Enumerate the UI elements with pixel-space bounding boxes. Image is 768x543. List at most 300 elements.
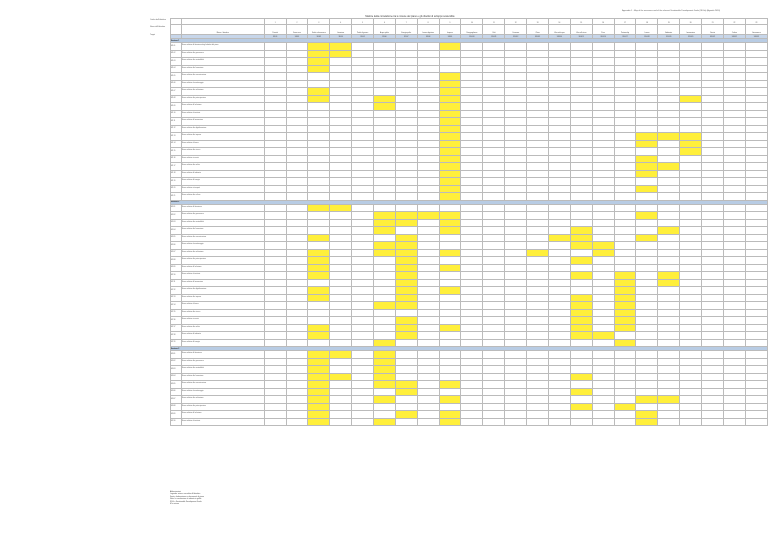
correlation-cell [352, 373, 374, 381]
correlation-cell [505, 324, 527, 332]
correlation-cell [439, 234, 461, 242]
correlation-cell [636, 73, 658, 81]
correlation-cell [439, 358, 461, 366]
correlation-cell [461, 170, 483, 178]
correlation-cell [724, 272, 746, 280]
correlation-cell [680, 302, 702, 310]
correlation-cell [330, 324, 352, 332]
correlation-cell [527, 279, 549, 287]
correlation-cell [483, 366, 505, 374]
correlation-cell [724, 317, 746, 325]
correlation-cell [724, 302, 746, 310]
correlation-cell [724, 58, 746, 66]
correlation-cell [614, 73, 636, 81]
correlation-cell [702, 381, 724, 389]
correlation-cell-marked [395, 234, 417, 242]
correlation-cell-marked [592, 249, 614, 257]
correlation-cell [680, 396, 702, 404]
correlation-cell-marked [439, 163, 461, 171]
correlation-cell [374, 257, 396, 265]
correlation-cell [352, 58, 374, 66]
correlation-cell [614, 396, 636, 404]
correlation-cell [702, 339, 724, 347]
correlation-cell [658, 358, 680, 366]
measure-description: Misura relativa alla sostenibilità [181, 366, 264, 374]
correlation-cell [374, 50, 396, 58]
column-code: SDG7 [395, 35, 417, 39]
table-row [171, 204, 768, 212]
correlation-cell [592, 103, 614, 111]
correlation-cell [570, 43, 592, 51]
correlation-cell [570, 73, 592, 81]
correlation-cell [527, 65, 549, 73]
correlation-cell [658, 324, 680, 332]
correlation-cell [308, 140, 330, 148]
correlation-cell [505, 185, 527, 193]
correlation-cell [483, 65, 505, 73]
correlation-cell [330, 95, 352, 103]
measure-code: M2.11 [171, 279, 182, 287]
correlation-cell [592, 351, 614, 359]
correlation-cell [592, 212, 614, 220]
correlation-cell [527, 155, 549, 163]
correlation-cell [548, 411, 570, 419]
correlation-cell [417, 287, 439, 295]
correlation-cell [592, 170, 614, 178]
correlation-cell [505, 294, 527, 302]
correlation-cell [461, 133, 483, 141]
correlation-cell [461, 58, 483, 66]
correlation-cell [570, 185, 592, 193]
correlation-cell [439, 309, 461, 317]
correlation-cell [570, 125, 592, 133]
correlation-cell [264, 118, 286, 126]
correlation-cell [548, 358, 570, 366]
table-row [171, 227, 768, 235]
measure-description: Misura relativa ai trasporti [181, 185, 264, 193]
correlation-cell [483, 339, 505, 347]
correlation-cell [527, 287, 549, 295]
correlation-cell [614, 103, 636, 111]
correlation-cell [352, 332, 374, 340]
correlation-cell-marked [395, 212, 417, 220]
correlation-cell [592, 358, 614, 366]
correlation-cell [417, 279, 439, 287]
table-row [171, 212, 768, 220]
correlation-cell-marked [395, 257, 417, 265]
correlation-cell [702, 287, 724, 295]
column-number: 14 [548, 19, 570, 25]
correlation-cell [548, 227, 570, 235]
correlation-cell [570, 148, 592, 156]
correlation-cell [570, 133, 592, 141]
correlation-cell [592, 65, 614, 73]
correlation-cell [724, 309, 746, 317]
correlation-cell [570, 219, 592, 227]
correlation-cell [417, 133, 439, 141]
column-number: 10 [461, 19, 483, 25]
correlation-cell-marked [439, 219, 461, 227]
correlation-cell [483, 110, 505, 118]
measure-code: M3.10 [171, 418, 182, 426]
correlation-cell [264, 279, 286, 287]
correlation-cell [286, 163, 308, 171]
correlation-cell [461, 103, 483, 111]
correlation-cell [264, 110, 286, 118]
correlation-cell [330, 65, 352, 73]
column-name: Città [483, 25, 505, 35]
correlation-cell [264, 302, 286, 310]
correlation-cell [483, 272, 505, 280]
correlation-cell [724, 140, 746, 148]
correlation-cell [264, 287, 286, 295]
correlation-cell [505, 317, 527, 325]
correlation-cell [745, 65, 767, 73]
correlation-cell-marked [614, 403, 636, 411]
correlation-cell [395, 418, 417, 426]
correlation-cell [461, 309, 483, 317]
correlation-cell [724, 257, 746, 265]
correlation-cell [702, 227, 724, 235]
correlation-cell [702, 294, 724, 302]
correlation-cell [374, 332, 396, 340]
correlation-cell-marked [439, 43, 461, 51]
correlation-cell [527, 332, 549, 340]
correlation-cell [614, 95, 636, 103]
correlation-cell [592, 257, 614, 265]
correlation-cell [417, 103, 439, 111]
correlation-cell [680, 65, 702, 73]
correlation-cell [286, 73, 308, 81]
correlation-cell [461, 294, 483, 302]
table-row [171, 317, 768, 325]
correlation-cell [461, 118, 483, 126]
correlation-cell [548, 140, 570, 148]
correlation-cell [702, 163, 724, 171]
correlation-cell [702, 170, 724, 178]
correlation-cell [461, 302, 483, 310]
correlation-cell [658, 257, 680, 265]
correlation-cell [264, 366, 286, 374]
correlation-cell [527, 80, 549, 88]
correlation-cell [658, 110, 680, 118]
correlation-cell [461, 332, 483, 340]
column-name: Innovazione [680, 25, 702, 35]
correlation-cell [461, 43, 483, 51]
correlation-cell [461, 65, 483, 73]
correlation-cell [352, 50, 374, 58]
correlation-cell-marked [439, 227, 461, 235]
measure-description: Misura relativa alla formazione [181, 65, 264, 73]
correlation-cell [592, 403, 614, 411]
correlation-cell [505, 58, 527, 66]
correlation-cell [286, 381, 308, 389]
correlation-cell [483, 381, 505, 389]
correlation-cell-marked [308, 366, 330, 374]
correlation-cell [570, 204, 592, 212]
correlation-cell [724, 264, 746, 272]
correlation-cell [352, 403, 374, 411]
correlation-cell [702, 411, 724, 419]
goals-row-label: Codice dell'obiettivo [150, 19, 166, 21]
footnote-line: SDG = Sustainable Development Goals [170, 500, 202, 503]
correlation-cell [636, 193, 658, 201]
measure-description: Misura relativa alla partecipazione [181, 95, 264, 103]
measure-code: M1.19 [171, 178, 182, 186]
column-code: SDG11 [483, 35, 505, 39]
column-name: Povertà [264, 25, 286, 35]
measure-code: M2.05 [171, 234, 182, 242]
correlation-cell [636, 302, 658, 310]
measure-description: Misura relativa all'inclusione [181, 411, 264, 419]
correlation-cell [439, 257, 461, 265]
correlation-cell [548, 170, 570, 178]
correlation-cell [724, 65, 746, 73]
correlation-cell-marked [439, 212, 461, 220]
correlation-cell [636, 103, 658, 111]
correlation-cell [548, 366, 570, 374]
correlation-cell [330, 309, 352, 317]
measure-code: M1.08 [171, 95, 182, 103]
correlation-cell-marked [395, 249, 417, 257]
correlation-cell-marked [570, 388, 592, 396]
measure-description: Misura relativa alla sostenibilità [181, 58, 264, 66]
correlation-cell [745, 381, 767, 389]
correlation-cell [395, 227, 417, 235]
correlation-cell [745, 43, 767, 51]
measure-code: M1.18 [171, 170, 182, 178]
correlation-cell [527, 351, 549, 359]
correlation-cell [527, 257, 549, 265]
table-row [171, 264, 768, 272]
correlation-cell-marked [308, 50, 330, 58]
correlation-cell [505, 418, 527, 426]
correlation-cell [374, 411, 396, 419]
correlation-cell [461, 234, 483, 242]
correlation-cell [439, 272, 461, 280]
correlation-cell [286, 302, 308, 310]
column-code: SDG15 [570, 35, 592, 39]
correlation-cell [658, 411, 680, 419]
correlation-cell [702, 351, 724, 359]
correlation-cell [680, 373, 702, 381]
correlation-cell [330, 287, 352, 295]
correlation-cell [330, 411, 352, 419]
correlation-cell [264, 396, 286, 404]
correlation-cell [417, 294, 439, 302]
table-row [171, 163, 768, 171]
correlation-cell [461, 193, 483, 201]
correlation-cell [745, 309, 767, 317]
correlation-cell [614, 411, 636, 419]
correlation-cell [439, 366, 461, 374]
correlation-cell [461, 155, 483, 163]
correlation-cell-marked [308, 388, 330, 396]
correlation-cell [483, 155, 505, 163]
correlation-cell-marked [439, 125, 461, 133]
column-code: SDG9 [439, 35, 461, 39]
correlation-cell [614, 373, 636, 381]
measure-description: Misura relativa all'attuazione degli obiettivi del piano [181, 43, 264, 51]
correlation-cell [636, 366, 658, 374]
correlation-cell [745, 396, 767, 404]
correlation-cell [505, 351, 527, 359]
correlation-cell [527, 381, 549, 389]
correlation-cell [308, 110, 330, 118]
correlation-cell-marked [308, 257, 330, 265]
correlation-cell [592, 381, 614, 389]
measure-description: Misura relativa alla salute [181, 163, 264, 171]
correlation-cell-marked [636, 140, 658, 148]
correlation-cell [483, 118, 505, 126]
correlation-cell [702, 80, 724, 88]
correlation-cell [724, 178, 746, 186]
correlation-cell [636, 324, 658, 332]
measure-description: Misura relativa ai servizi [181, 155, 264, 163]
correlation-cell-marked [658, 279, 680, 287]
correlation-cell-marked [374, 219, 396, 227]
correlation-cell [724, 212, 746, 220]
correlation-cell [505, 279, 527, 287]
correlation-cell [636, 403, 658, 411]
correlation-cell [745, 366, 767, 374]
correlation-cell [417, 185, 439, 193]
correlation-cell [286, 178, 308, 186]
correlation-cell [264, 272, 286, 280]
correlation-cell [439, 242, 461, 250]
correlation-cell-marked [308, 249, 330, 257]
correlation-cell [680, 242, 702, 250]
measure-description: Misura relativa alla salute [181, 324, 264, 332]
measure-description: Misura relativa alla formazione [181, 373, 264, 381]
correlation-cell [505, 50, 527, 58]
correlation-cell [461, 163, 483, 171]
correlation-cell [505, 140, 527, 148]
correlation-cell [330, 396, 352, 404]
correlation-cell [702, 309, 724, 317]
correlation-cell-marked [570, 324, 592, 332]
correlation-cell [548, 65, 570, 73]
correlation-cell [527, 185, 549, 193]
correlation-cell [374, 170, 396, 178]
correlation-cell-marked [308, 264, 330, 272]
correlation-cell [286, 294, 308, 302]
correlation-cell [745, 358, 767, 366]
correlation-cell [505, 257, 527, 265]
correlation-cell [330, 125, 352, 133]
correlation-cell [658, 287, 680, 295]
correlation-cell [264, 373, 286, 381]
correlation-cell [548, 309, 570, 317]
correlation-cell [483, 287, 505, 295]
correlation-cell [702, 178, 724, 186]
correlation-cell [745, 242, 767, 250]
correlation-cell [570, 170, 592, 178]
correlation-cell [483, 396, 505, 404]
correlation-cell [374, 65, 396, 73]
correlation-cell [461, 212, 483, 220]
correlation-cell [352, 294, 374, 302]
correlation-cell [570, 279, 592, 287]
correlation-cell [702, 125, 724, 133]
correlation-cell-marked [330, 43, 352, 51]
correlation-cell [592, 279, 614, 287]
correlation-cell [636, 95, 658, 103]
table-row [171, 178, 768, 186]
column-name: Governance [745, 25, 767, 35]
correlation-cell [680, 193, 702, 201]
correlation-cell [330, 264, 352, 272]
correlation-cell [483, 403, 505, 411]
correlation-cell-marked [308, 351, 330, 359]
correlation-cell-marked [308, 58, 330, 66]
table-row [171, 358, 768, 366]
correlation-cell [636, 58, 658, 66]
correlation-cell [395, 396, 417, 404]
correlation-cell [352, 317, 374, 325]
correlation-cell [264, 249, 286, 257]
measure-code: M1.01 [171, 43, 182, 51]
correlation-cell [308, 118, 330, 126]
correlation-cell-marked [308, 43, 330, 51]
correlation-cell [308, 212, 330, 220]
correlation-cell [680, 80, 702, 88]
correlation-cell [702, 396, 724, 404]
correlation-cell [483, 73, 505, 81]
correlation-cell [680, 403, 702, 411]
correlation-cell [592, 411, 614, 419]
correlation-cell [614, 234, 636, 242]
correlation-cell [483, 103, 505, 111]
correlation-cell [548, 287, 570, 295]
correlation-cell [570, 118, 592, 126]
correlation-cell [374, 403, 396, 411]
correlation-cell [680, 88, 702, 96]
correlation-cell [680, 50, 702, 58]
measure-code: M3.05 [171, 381, 182, 389]
measure-code: M1.14 [171, 140, 182, 148]
correlation-cell [548, 185, 570, 193]
correlation-cell [505, 309, 527, 317]
correlation-cell [264, 332, 286, 340]
correlation-cell [439, 50, 461, 58]
correlation-cell [264, 227, 286, 235]
correlation-cell-marked [395, 264, 417, 272]
measure-description: Misura relativa alla comunicazione [181, 234, 264, 242]
table-row [171, 373, 768, 381]
correlation-cell-marked [439, 185, 461, 193]
correlation-cell-marked [374, 366, 396, 374]
correlation-cell [527, 58, 549, 66]
correlation-cell [724, 110, 746, 118]
correlation-cell [592, 58, 614, 66]
table-row [171, 95, 768, 103]
correlation-cell [614, 193, 636, 201]
measure-code: M2.08 [171, 257, 182, 265]
correlation-cell [680, 332, 702, 340]
correlation-cell [658, 140, 680, 148]
correlation-cell [439, 351, 461, 359]
correlation-cell-marked [439, 118, 461, 126]
correlation-cell [308, 133, 330, 141]
correlation-cell [330, 80, 352, 88]
table-row [171, 302, 768, 310]
correlation-cell [548, 50, 570, 58]
correlation-cell [724, 403, 746, 411]
measure-description: Misura relativa alla formazione [181, 227, 264, 235]
correlation-cell [505, 373, 527, 381]
correlation-cell [724, 418, 746, 426]
